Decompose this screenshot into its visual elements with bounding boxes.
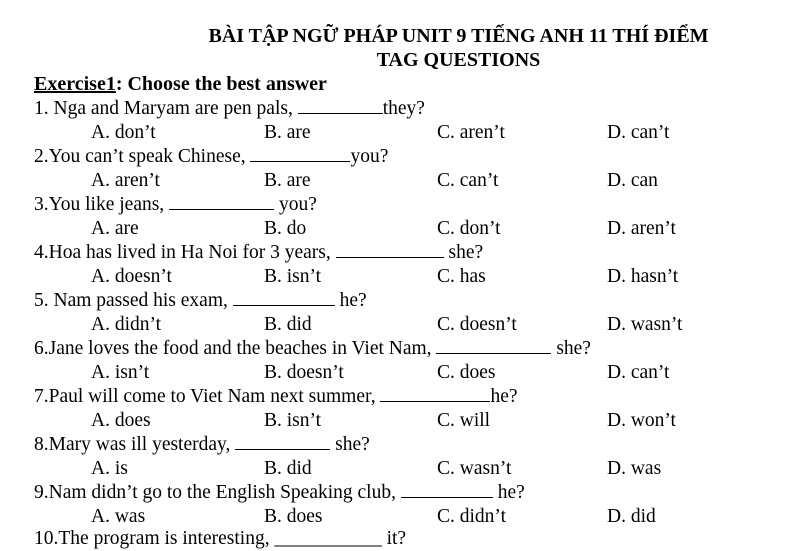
answer-blank[interactable]	[169, 193, 274, 210]
answer-option-b[interactable]: B. does	[264, 506, 323, 527]
answer-option-a[interactable]: A. aren’t	[91, 170, 160, 191]
question-text: 2.You can’t speak Chinese,	[34, 146, 251, 167]
worksheet-title: BÀI TẬP NGỮ PHÁP UNIT 9 TIẾNG ANH 11 THÍ ĐIỂM	[208, 25, 709, 47]
answer-option-a[interactable]: A. was	[91, 506, 146, 527]
answer-option-a[interactable]: A. isn’t	[91, 362, 150, 383]
answer-option-c[interactable]: C. doesn’t	[437, 314, 517, 335]
answer-option-c[interactable]: C. aren’t	[437, 122, 505, 143]
answer-option-b[interactable]: B. did	[264, 458, 312, 479]
answer-option-a[interactable]: A. is	[91, 458, 128, 479]
answer-blank[interactable]	[336, 241, 444, 258]
tag-ending: you?	[350, 146, 389, 167]
answer-blank[interactable]	[401, 481, 493, 498]
answer-option-c[interactable]: C. can’t	[437, 170, 499, 191]
answer-option-d[interactable]: D. did	[607, 506, 656, 527]
answer-option-a[interactable]: A. didn’t	[91, 314, 162, 335]
question-9	[34, 481, 525, 505]
answer-option-d[interactable]: D. hasn’t	[607, 266, 679, 287]
answer-option-a[interactable]: A. are	[91, 218, 139, 239]
question-7	[34, 385, 518, 409]
answer-blank[interactable]	[233, 289, 335, 306]
worksheet-subtitle: TAG QUESTIONS	[376, 49, 541, 71]
answer-option-b[interactable]: B. did	[264, 314, 312, 335]
cut-off-question: 10.The program is interesting, ___________ it?	[34, 528, 407, 549]
question-6	[34, 337, 591, 361]
question-text: 4.Hoa has lived in Ha Noi for 3 years,	[34, 242, 336, 263]
answer-option-d[interactable]: D. can’t	[607, 122, 670, 143]
answer-option-c[interactable]: C. didn’t	[437, 506, 506, 527]
tag-ending: he?	[492, 482, 525, 503]
answer-option-b[interactable]: B. doesn’t	[264, 362, 344, 383]
tag-ending: they?	[382, 98, 425, 119]
answer-option-c[interactable]: C. will	[437, 410, 491, 431]
tag-ending: she?	[443, 242, 484, 263]
answer-option-a[interactable]: A. doesn’t	[91, 266, 172, 287]
exercise-label: Exercise1	[34, 73, 116, 95]
tag-ending: he?	[334, 290, 367, 311]
answer-option-b[interactable]: B. isn’t	[264, 410, 322, 431]
answer-option-d[interactable]: D. won’t	[607, 410, 676, 431]
answer-option-b[interactable]: B. isn’t	[264, 266, 322, 287]
question-text: 3.You like jeans,	[34, 194, 170, 215]
answer-option-d[interactable]: D. aren’t	[607, 218, 676, 239]
question-text: 8.Mary was ill yesterday,	[34, 434, 236, 455]
answer-blank[interactable]	[235, 433, 330, 450]
question-5	[34, 289, 367, 313]
question-text: 7.Paul will come to Viet Nam next summer,	[34, 386, 381, 407]
answer-option-c[interactable]: C. does	[437, 362, 496, 383]
answer-option-a[interactable]: A. don’t	[91, 122, 156, 143]
answer-option-c[interactable]: C. has	[437, 266, 486, 287]
tag-ending: you?	[274, 194, 317, 215]
answer-blank[interactable]	[436, 337, 551, 354]
answer-blank[interactable]	[250, 145, 350, 162]
question-8	[34, 433, 370, 457]
question-text: 9.Nam didn’t go to the English Speaking club,	[34, 482, 401, 503]
question-2	[34, 145, 388, 169]
tag-ending: she?	[551, 338, 591, 359]
tag-ending: he?	[490, 386, 518, 407]
tag-ending: she?	[330, 434, 370, 455]
answer-option-d[interactable]: D. wasn’t	[607, 314, 683, 335]
question-4	[34, 241, 483, 265]
question-text: 5. Nam passed his exam,	[34, 290, 233, 311]
answer-option-d[interactable]: D. was	[607, 458, 662, 479]
question-1	[34, 97, 425, 121]
answer-option-d[interactable]: D. can	[607, 170, 658, 191]
exercise-instruction: : Choose the best answer	[115, 73, 327, 95]
answer-option-b[interactable]: B. are	[264, 122, 311, 143]
answer-option-b[interactable]: B. do	[264, 218, 307, 239]
question-text: 1. Nga and Maryam are pen pals,	[34, 98, 298, 119]
answer-option-d[interactable]: D. can’t	[607, 362, 670, 383]
answer-option-c[interactable]: C. don’t	[437, 218, 501, 239]
question-3	[34, 193, 317, 217]
answer-option-b[interactable]: B. are	[264, 170, 311, 191]
question-text: 6.Jane loves the food and the beaches in Viet Nam,	[34, 338, 437, 359]
answer-blank[interactable]	[380, 385, 490, 402]
answer-option-a[interactable]: A. does	[91, 410, 151, 431]
answer-blank[interactable]	[298, 97, 383, 114]
answer-option-c[interactable]: C. wasn’t	[437, 458, 512, 479]
exercise-heading	[34, 73, 327, 96]
